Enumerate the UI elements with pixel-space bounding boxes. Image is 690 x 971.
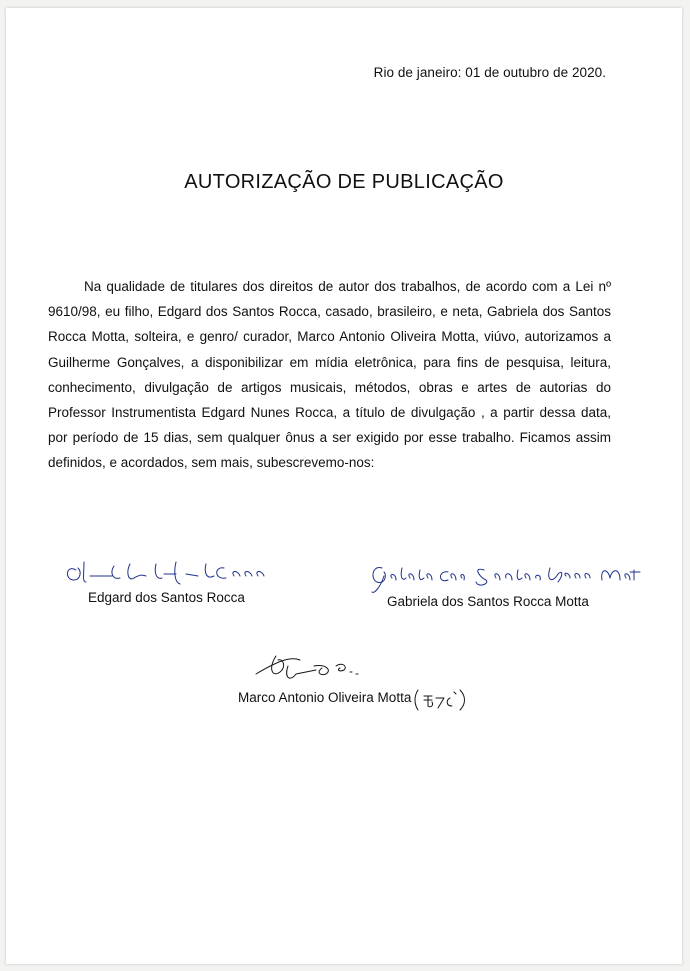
signature-block-gabriela (366, 558, 646, 618)
date-line: Rio de janeiro: 01 de outubro de 2020. (373, 65, 606, 80)
signatory-name-gabriela: Gabriela dos Santos Rocca Motta (387, 594, 589, 609)
signatory-name-marco: Marco Antonio Oliveira Motta (238, 690, 412, 705)
signature-block-edgard (64, 556, 334, 616)
signature-scribble-gabriela (366, 558, 646, 598)
document-title: AUTORIZAÇÃO DE PUBLICAÇÃO (184, 171, 504, 193)
signatory-name-edgard: Edgard dos Santos Rocca (88, 590, 245, 605)
authorization-paragraph: Na qualidade de titulares dos direitos de autor dos trabalhos, de acordo com a Lei nº 9610/98, eu filho, Edgard dos Santos Rocca, casado, brasileiro, e neta, Gabriela dos Santos Rocca Motta, solteira, e genro/ curador, Marco Antonio Oliveira Motta, viúvo, autorizamos a Guilherme Gonçalves, a disponibilizar em mídia eletrônica, para fins de pesquisa, leitura, conhecimento, divulgação de artigos musicais, métodos, obras e artes de autorias do Professor Instrumentista Edgard Nunes Rocca, a título de divulgação , a partir dessa data, por período de 15 dias, sem qualquer ônus a ser exigido por esse trabalho. Ficamos assim definidos, e acordados, sem mais, subescrevemo-nos: (48, 279, 611, 471)
signature-block-marco (216, 648, 516, 728)
signature-annotation-rg (412, 686, 492, 716)
document-page (6, 8, 682, 964)
